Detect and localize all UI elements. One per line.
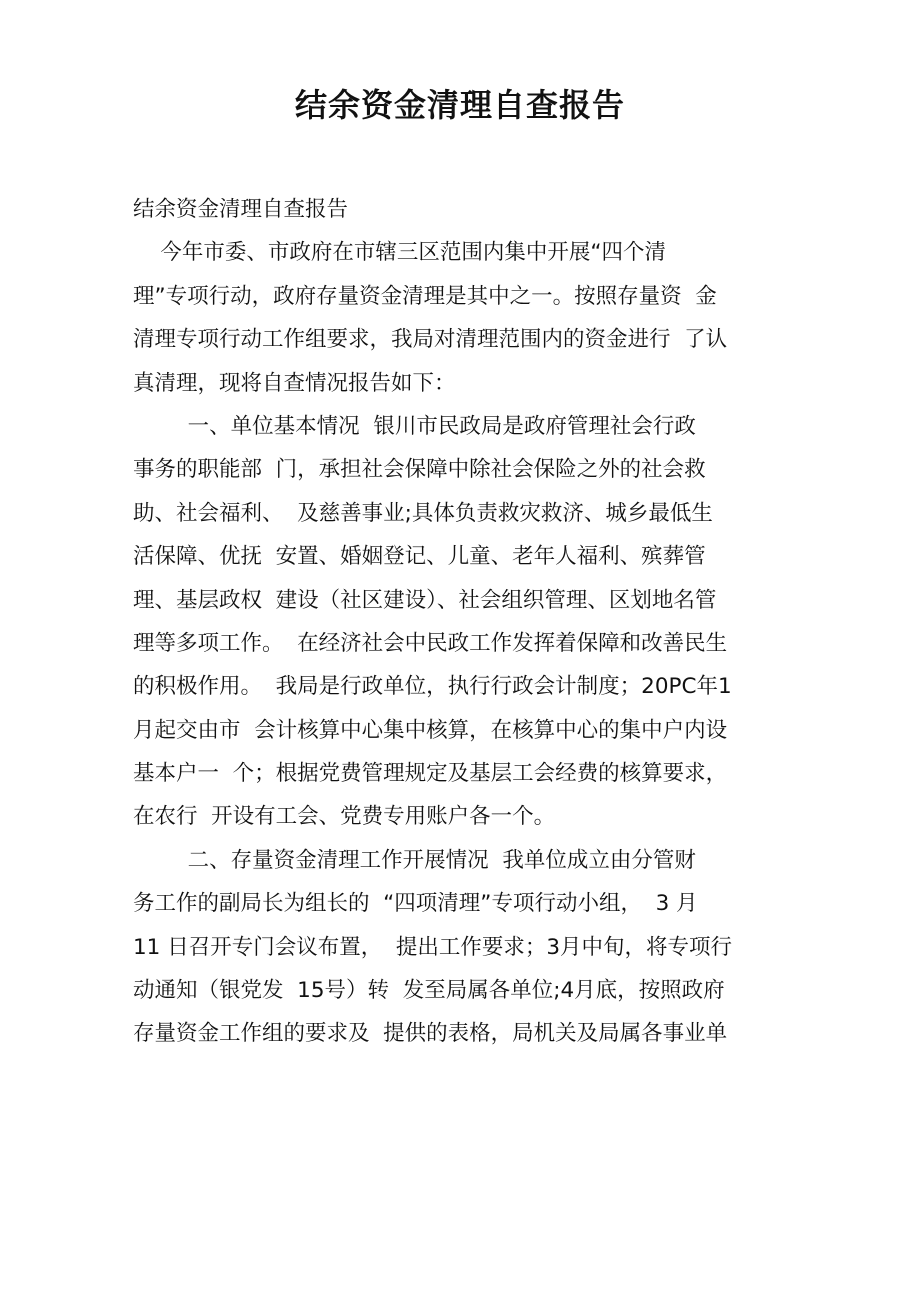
paragraph-line: 理”专项行动，政府存量资金清理是其中之一。按照存量资 金	[133, 283, 717, 309]
subtitle-line: 结余资金清理自查报告	[133, 197, 349, 222]
document-title: 结余资金清理自查报告	[294, 86, 625, 124]
section-heading-line: 一、单位基本情况 银川市民政局是政府管理社会行政	[133, 413, 696, 439]
paragraph-line: 清理专项行动工作组要求，我局对清理范围内的资金进行 了认	[133, 327, 728, 353]
paragraph-line: 今年市委、市政府在市辖三区范围内集中开展“四个清	[133, 240, 666, 266]
document-body	[133, 188, 813, 1056]
paragraph-line: 活保障、优抚 安置、婚姻登记、儿童、老年人福利、殡葬管	[133, 544, 706, 570]
paragraph-line: 月起交由市 会计核算中心集中核算，在核算中心的集中户内设	[133, 717, 728, 743]
section-heading-line: 二、存量资金清理工作开展情况 我单位成立由分管财	[133, 847, 696, 873]
paragraph-line: 理等多项工作。 在经济社会中民政工作发挥着保障和改善民生	[133, 630, 728, 656]
paragraph-line: 助、社会福利、 及慈善事业;具体负责救灾救济、城乡最低生	[133, 500, 713, 526]
paragraph-line: 基本户一 个；根据党费管理规定及基层工会经费的核算要求，	[133, 761, 728, 787]
paragraph-line: 11 日召开专门会议布置， 提出工作要求；3月中旬，将专项行	[133, 934, 733, 960]
paragraph-line: 真清理，现将自查情况报告如下：	[133, 370, 456, 396]
paragraph-line: 动通知（银党发 15号）转 发至局属各单位;4月底，按照政府	[133, 978, 725, 1004]
paragraph-line: 的积极作用。 我局是行政单位，执行行政会计制度；20PC年1	[133, 674, 732, 700]
paragraph-line: 务工作的副局长为组长的 “四项清理”专项行动小组， 3 月	[133, 891, 698, 917]
paragraph-line: 存量资金工作组的要求及 提供的表格，局机关及局属各事业单	[133, 1021, 728, 1047]
paragraph-line: 在农行 开设有工会、党费专用账户各一个。	[133, 804, 556, 830]
paragraph-line: 理、基层政权 建设（社区建设）、社会组织管理、区划地名管	[133, 587, 717, 613]
paragraph-line: 事务的职能部 门，承担社会保障中除社会保险之外的社会救	[133, 457, 706, 483]
